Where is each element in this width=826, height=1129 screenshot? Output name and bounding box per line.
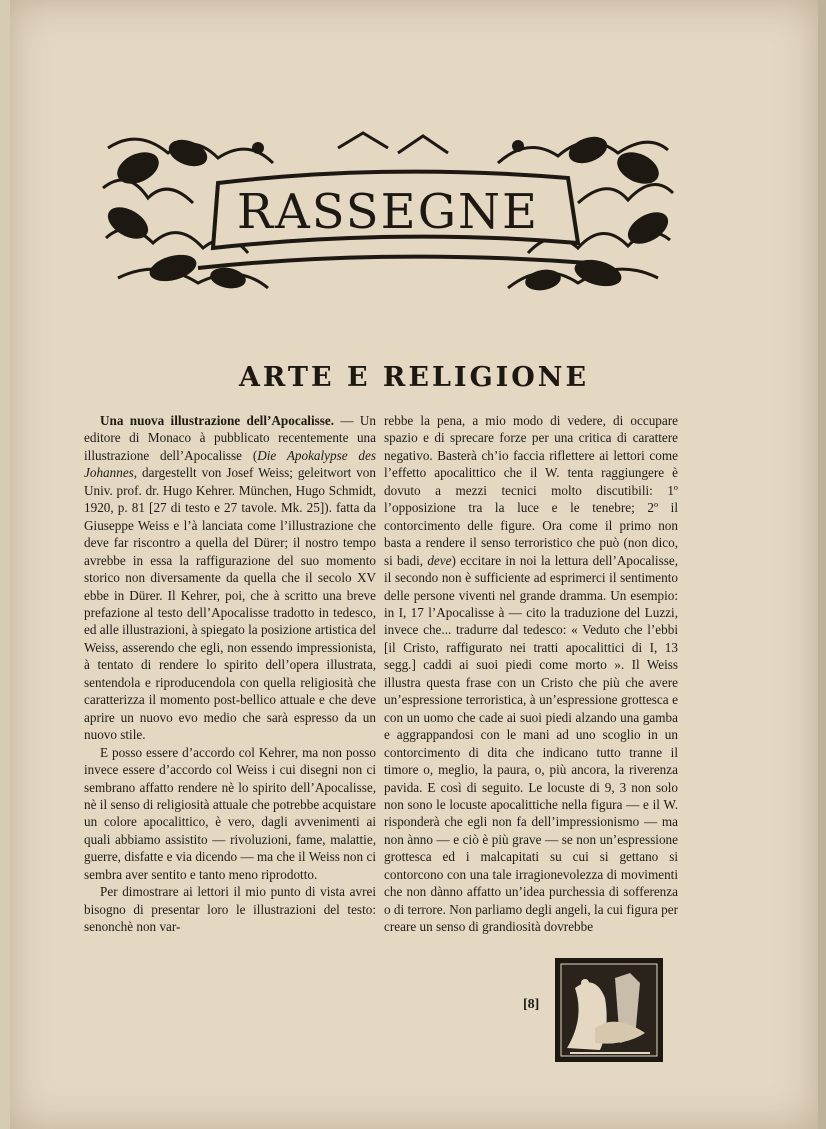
woodcut-vignette-icon <box>555 958 663 1062</box>
left-paragraph-1 <box>84 412 376 744</box>
rassegne-ornament <box>98 128 676 296</box>
page-number: [8] <box>523 997 540 1012</box>
right-p1-text-a: rebbe la pena, a mio modo di vedere, di occupare spazio e di sprecare forze per una critica di carattere negativo. Basterà ch’io faccia riflettere ai lettori come l’effetto apocalittico che il W. tenta raggiungere è dovuto a mezzi tecnici molto discutibili: 1º l’opposizione tra la luce e le tenebre; 2º il contorcimento delle figure. Ora come il primo non basta a rendere il senso terroristico che può (non dico, si badi, <box>384 413 678 568</box>
right-column <box>384 412 678 936</box>
page-spine <box>0 0 10 1129</box>
left-paragraph-2: E posso essere d’accordo col Kehrer, ma non posso invece essere d’accordo col Weiss i cui disegni non ci sembrano affatto rendere nè lo spirito dell’Apocalisse, nè il senso di religiosità attuale che potrebbe acquistare un colore apocalittico, è vero, dagli avvenimenti ai quali abbiamo assistito — rivoluzioni, fame, malattie, guerre, disfatte e via dicendo — ma che il Weiss non ci sembra aver sentito e tanto meno riprodotto. <box>84 744 376 882</box>
left-p1-text-a: — Un editore di Monaco à pubblicato recentemente una illustrazione dell’Apocalisse ( <box>84 413 376 463</box>
rassegne-text: RASSEGNE <box>236 184 540 240</box>
emphasis-italic: deve <box>427 552 452 568</box>
book-title-italic: Die Apokalypse des Johannes, <box>84 447 376 481</box>
book-page <box>10 0 818 1129</box>
page-edge <box>818 0 826 1129</box>
right-paragraph-1 <box>384 412 678 936</box>
oak-leaf-banner-icon <box>98 128 676 296</box>
left-paragraph-3: Per dimostrare ai lettori il mio punto di vista avrei bisogno di presentar loro le illustrazioni del testo: senonchè non var- <box>84 884 376 935</box>
woodcut-vignette <box>555 958 663 1062</box>
section-lead: Una nuova illustrazione dell’Apocalisse. <box>100 413 335 428</box>
right-p1-text-b: ) eccitare in noi la lettura dell’Apocalisse, il secondo non è sufficiente ad esprimerci il sentimento delle persone viventi nel grande dramma. Un esempio: in I, 17 l’Apocalisse à — cito la traduzione del Luzzi, invece che... tradurre dal tedesco: « Veduto che l’ebbi [il Cristo, raffigurato nei tratti apocalittici di I, 13 segg.] caddi ai suoi piedi come morto ». Il Weiss illustra questa frase con un Cristo che più che avere un’espressione terroristica, à un’espressione grottesca e con un uomo che cade ai suoi piedi alzando una gamba e aggrappandosi con le mani ad uno scoglio in un contorcimento di dita che indicano tutto tranne il timore o, meglio, la paura, o, più ancora, la riverenza pavida. E così di seguito. Le locuste di 9, 3 non solo non sono le locuste apocalittiche nella figura — e il W. risponderà che egli non fa dell’impressionismo — ma non ànno — e ciò è più grave — se non un’espressione grottesca ed i malcapitati su cui si gettano si contorcono con una tale irragionevolezza di movimenti che non dànno affatto un’idea purchessia di sofferenza o di terrore. Non parliamo degli angeli, la cui figura per creare un senso di grandiosità dovrebbe <box>384 552 678 935</box>
article-title: ARTE E RELIGIONE <box>238 362 590 393</box>
left-p1-text-b: dargestellt von Josef Weiss; geleitwort von Univ. prof. dr. Hugo Kehrer. München, Hugo Schmidt, 1920, p. 81 [27 di testo e 27 tavole. Mk. 25]). fatta da Giuseppe Weiss e l’à lanciata come l’illustrazione che deve far riscontro a quella del Dürer; il nostro tempo avrebbe in essa la raffigurazione del suo momento storico non diversamente da quella che il secolo XV ebbe in Dürer. Il Kehrer, poi, che à scritto una breve prefazione al testo dell’Apocalisse tradotto in tedesco, ed alle illustrazioni, à spiegato la posizione artistica del Weiss, asserendo che egli, non essendo impressionista, à tentato di rendere lo spirito dell’opera illustrata, sentendola e riproducendola con quella religiosità che caratterizza il momento post-bellico attuale e che deve aprire un nuovo evo medio che sarà espresso da un nuovo stile. <box>84 465 376 743</box>
left-column <box>84 412 376 936</box>
